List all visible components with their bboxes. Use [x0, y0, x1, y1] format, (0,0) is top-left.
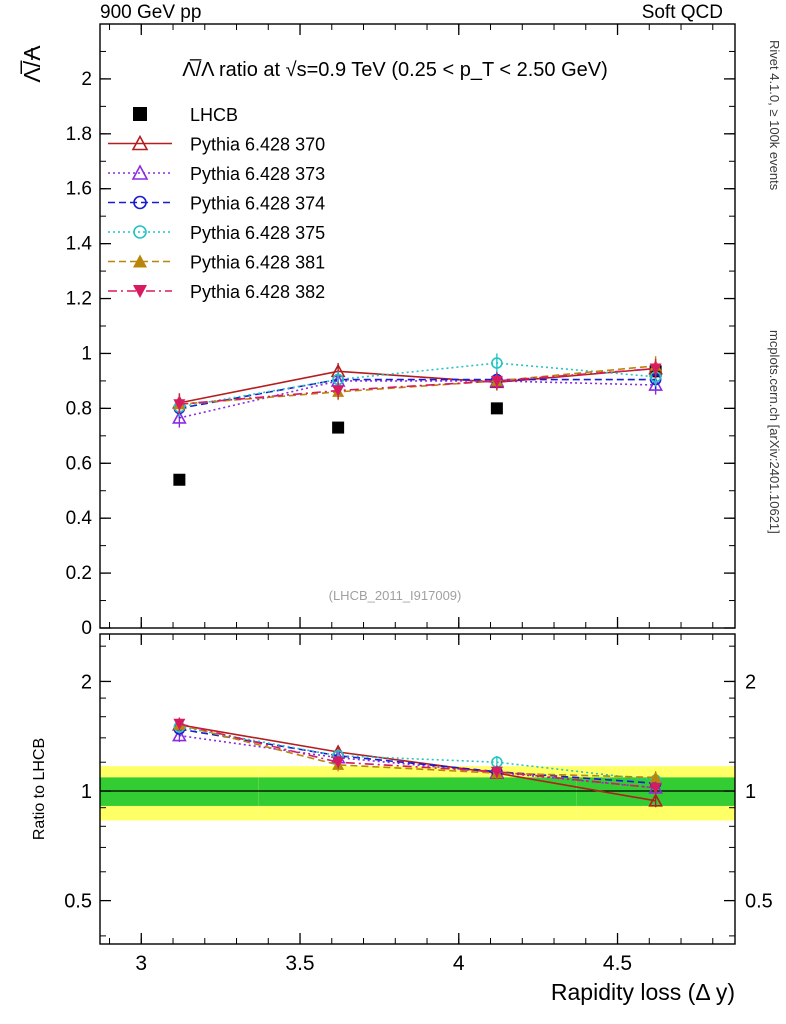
y-ticklabel-ratio: 0.5 — [64, 890, 92, 913]
legend-label: Pythia 6.428 375 — [190, 223, 326, 243]
legend-item[interactable] — [108, 164, 325, 184]
data-point — [173, 474, 185, 486]
x-axis-label: Rapidity loss (Δ y) — [550, 979, 735, 1005]
legend-label: Pythia 6.428 373 — [190, 164, 326, 184]
legend-item[interactable] — [108, 253, 325, 273]
y-axis-label-main: Λ̅/Λ — [19, 45, 45, 83]
legend-item[interactable] — [108, 135, 325, 155]
y-ticklabel-ratio-right: 2 — [745, 671, 757, 694]
legend-label: Pythia 6.428 370 — [190, 134, 326, 155]
main-panel-series — [173, 353, 661, 485]
series-4 — [174, 353, 660, 416]
axes — [64, 24, 773, 975]
y-ticklabel-main: 0.6 — [65, 453, 92, 475]
y-ticklabel-main: 0.4 — [65, 508, 92, 530]
legend-item[interactable] — [108, 282, 325, 302]
series-5 — [173, 356, 661, 414]
legend-item[interactable] — [108, 223, 325, 243]
y-ticklabel-main: 0.2 — [65, 563, 92, 585]
header-left: 900 GeV pp — [100, 2, 202, 23]
side-info-bottom: mcplots.cern.ch [arXiv:2401.10621] — [767, 330, 782, 534]
legend-marker — [133, 107, 147, 121]
side-info-top: Rivet 4.1.0, ≥ 100k events — [767, 40, 782, 191]
x-ticklabel: 4 — [452, 952, 465, 975]
legend-label: LHCB — [190, 105, 239, 125]
series-0 — [173, 363, 661, 486]
y-ticklabel-ratio: 1 — [80, 781, 92, 804]
y-ticklabel-main: 1.8 — [65, 123, 92, 145]
dataset-watermark: (LHCB_2011_I917009) — [328, 588, 462, 603]
y-ticklabel-main: 1.4 — [65, 233, 92, 255]
band-inner — [259, 777, 418, 806]
y-ticklabel-main: 0 — [81, 618, 92, 639]
y-ticklabel-ratio-right: 1 — [745, 781, 757, 804]
y-axis-label-ratio: Ratio to LHCB — [31, 737, 48, 841]
legend — [108, 105, 325, 302]
y-ticklabel-ratio-right: 0.5 — [745, 890, 773, 913]
x-ticklabel: 3.5 — [285, 952, 315, 975]
y-ticklabel-ratio: 2 — [80, 671, 92, 694]
x-ticklabel: 3 — [135, 952, 148, 975]
data-point — [491, 402, 503, 414]
legend-label: Pythia 6.428 382 — [190, 282, 326, 302]
series-2 — [173, 373, 661, 428]
series-1 — [173, 359, 661, 413]
y-ticklabel-main: 1.6 — [65, 178, 92, 200]
legend-item[interactable] — [133, 105, 238, 125]
chart-title: Λ̅/Λ ratio at √s=0.9 TeV (0.25 < p_T < 2.50 GeV) — [182, 59, 608, 81]
series-line — [179, 380, 655, 409]
x-ticklabel: 4.5 — [602, 952, 633, 975]
data-point — [332, 422, 344, 434]
legend-item[interactable] — [108, 194, 325, 214]
series-6 — [173, 359, 661, 414]
band-inner — [100, 777, 259, 806]
legend-label: Pythia 6.428 374 — [190, 193, 326, 214]
y-ticklabel-main: 0.8 — [65, 398, 92, 420]
y-ticklabel-main: 1 — [81, 343, 92, 365]
y-ticklabel-main: 1.2 — [65, 288, 92, 310]
legend-label: Pythia 6.428 381 — [190, 252, 326, 273]
band-inner — [418, 777, 577, 806]
y-ticklabel-main: 2 — [81, 68, 92, 90]
series-line — [179, 363, 655, 407]
header-right: Soft QCD — [641, 2, 723, 23]
ratio-uncertainty-bands — [100, 766, 735, 820]
